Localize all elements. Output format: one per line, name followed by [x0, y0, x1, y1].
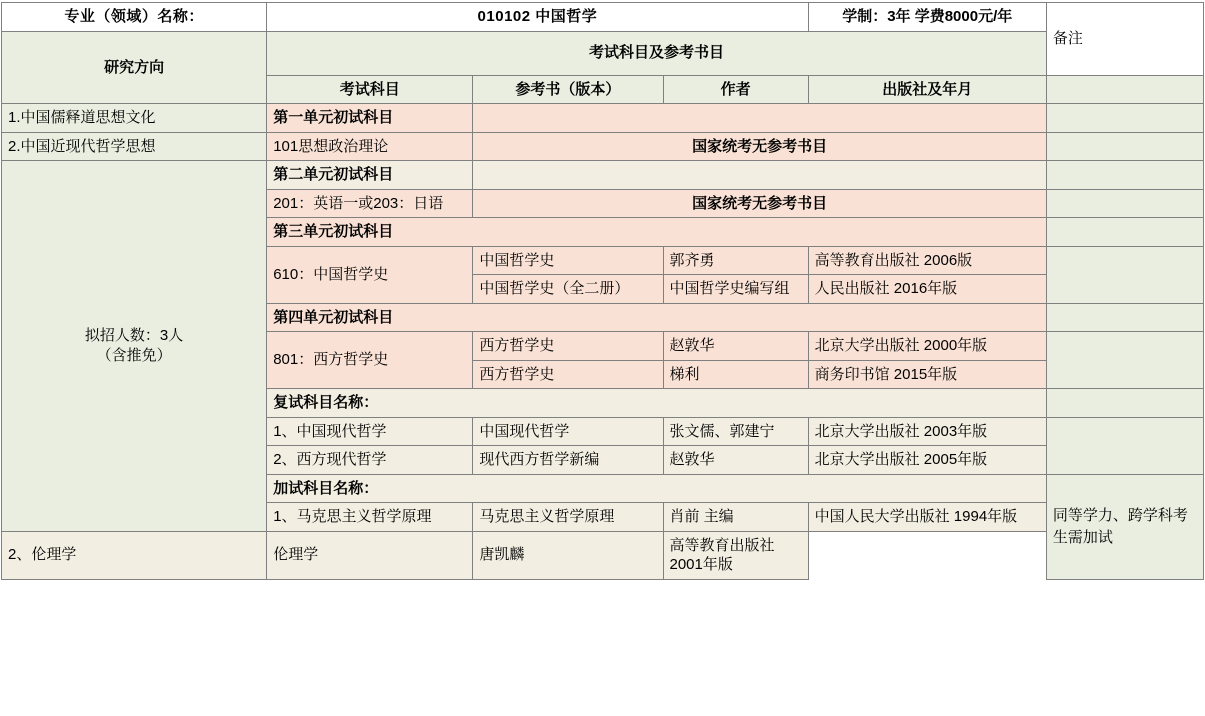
unit-title-5: 复试科目名称： — [267, 389, 1047, 418]
research-direction-2: 2.中国近现代哲学思想 — [2, 132, 267, 161]
unit-title-1: 第一单元初试科目 — [267, 104, 473, 133]
column-header-book: 参考书（版本） — [473, 75, 663, 104]
reference-author: 赵敦华 — [663, 332, 808, 361]
remark-cell-empty-2 — [1046, 104, 1203, 133]
reference-book: 西方哲学史 — [473, 360, 663, 389]
unit-title-6: 加试科目名称： — [267, 474, 1047, 503]
exam-subject-610: 610：中国哲学史 — [267, 246, 473, 303]
major-name-value: 010102 中国哲学 — [267, 3, 808, 32]
remark-cell-empty-3 — [1046, 132, 1203, 161]
table-row — [2, 104, 1204, 133]
unit-2-header-blank — [473, 161, 1046, 190]
exam-section-header: 考试科目及参考书目 — [267, 31, 1047, 75]
research-direction-1: 1.中国儒释道思想文化 — [2, 104, 267, 133]
research-direction-header: 研究方向 — [2, 31, 267, 104]
table-row — [2, 531, 1204, 579]
retest-subject-2: 2、西方现代哲学 — [267, 446, 473, 475]
exam-subject-801: 801：西方哲学史 — [267, 332, 473, 389]
reference-publisher: 北京大学出版社 2003年版 — [808, 417, 1046, 446]
reference-author: 赵敦华 — [663, 446, 808, 475]
remark-cell-empty-7 — [1046, 246, 1203, 303]
unit-title-4: 第四单元初试科目 — [267, 303, 1047, 332]
table-row — [2, 132, 1204, 161]
remark-cell-empty-11 — [1046, 417, 1203, 474]
reference-publisher: 人民出版社 2016年版 — [808, 275, 1046, 304]
reference-author: 郭齐勇 — [663, 246, 808, 275]
column-header-publisher: 出版社及年月 — [808, 75, 1046, 104]
reference-book: 中国哲学史 — [473, 246, 663, 275]
table-row — [2, 161, 1204, 190]
planned-enrollment-line2: （含推免） — [96, 346, 172, 364]
reference-author: 肖前 主编 — [663, 503, 808, 532]
reference-book: 中国现代哲学 — [473, 417, 663, 446]
planned-enrollment-line1: 拟招人数：3人 — [84, 327, 184, 345]
exam-subject-201: 201：英语一或203：日语 — [267, 189, 473, 218]
remark-cell-empty-4 — [1046, 161, 1203, 190]
remark-cell-empty-6 — [1046, 218, 1203, 247]
reference-book: 马克思主义哲学原理 — [473, 503, 663, 532]
national-exam-note-1: 国家统考无参考书目 — [473, 132, 1046, 161]
table-row-section-header — [2, 31, 1204, 75]
unit-title-3: 第三单元初试科目 — [267, 218, 1047, 247]
remark-cell-empty-1 — [1046, 75, 1203, 104]
remark-cell-empty-5 — [1046, 189, 1203, 218]
remark-text: 同等学力、跨学科考生需加试 — [1046, 474, 1203, 579]
column-header-subject: 考试科目 — [267, 75, 473, 104]
remark-cell-empty-10 — [1046, 389, 1203, 418]
planned-enrollment — [2, 161, 267, 532]
table-row-major-header — [2, 3, 1204, 32]
remark-cell-empty-8 — [1046, 303, 1203, 332]
reference-publisher: 北京大学出版社 2000年版 — [808, 332, 1046, 361]
extra-test-subject-1: 1、马克思主义哲学原理 — [267, 503, 473, 532]
major-name-label: 专业（领域）名称： — [2, 3, 267, 32]
reference-publisher: 商务印书馆 2015年版 — [808, 360, 1046, 389]
major-info-table — [1, 2, 1204, 580]
unit-1-header-blank — [473, 104, 1046, 133]
exam-subject-101: 101思想政治理论 — [267, 132, 473, 161]
admissions-table-page — [0, 2, 1205, 716]
reference-publisher: 中国人民大学出版社 1994年版 — [808, 503, 1046, 532]
reference-book: 现代西方哲学新编 — [473, 446, 663, 475]
reference-publisher: 高等教育出版社 2001年版 — [663, 531, 808, 579]
reference-publisher: 高等教育出版社 2006版 — [808, 246, 1046, 275]
reference-publisher: 北京大学出版社 2005年版 — [808, 446, 1046, 475]
reference-author: 中国哲学史编写组 — [663, 275, 808, 304]
reference-author: 唐凯麟 — [473, 531, 663, 579]
national-exam-note-2: 国家统考无参考书目 — [473, 189, 1046, 218]
credit-info: 学制：3年 学费8000元/年 — [808, 3, 1046, 32]
reference-author: 张文儒、郭建宁 — [663, 417, 808, 446]
reference-book: 西方哲学史 — [473, 332, 663, 361]
reference-book: 伦理学 — [267, 531, 473, 579]
reference-author: 梯利 — [663, 360, 808, 389]
retest-subject-1: 1、中国现代哲学 — [267, 417, 473, 446]
extra-test-subject-2: 2、伦理学 — [2, 531, 267, 579]
reference-book: 中国哲学史（全二册） — [473, 275, 663, 304]
remark-cell-empty-9 — [1046, 332, 1203, 389]
unit-title-2: 第二单元初试科目 — [267, 161, 473, 190]
column-header-author: 作者 — [663, 75, 808, 104]
remark-column-header: 备注 — [1046, 3, 1203, 76]
